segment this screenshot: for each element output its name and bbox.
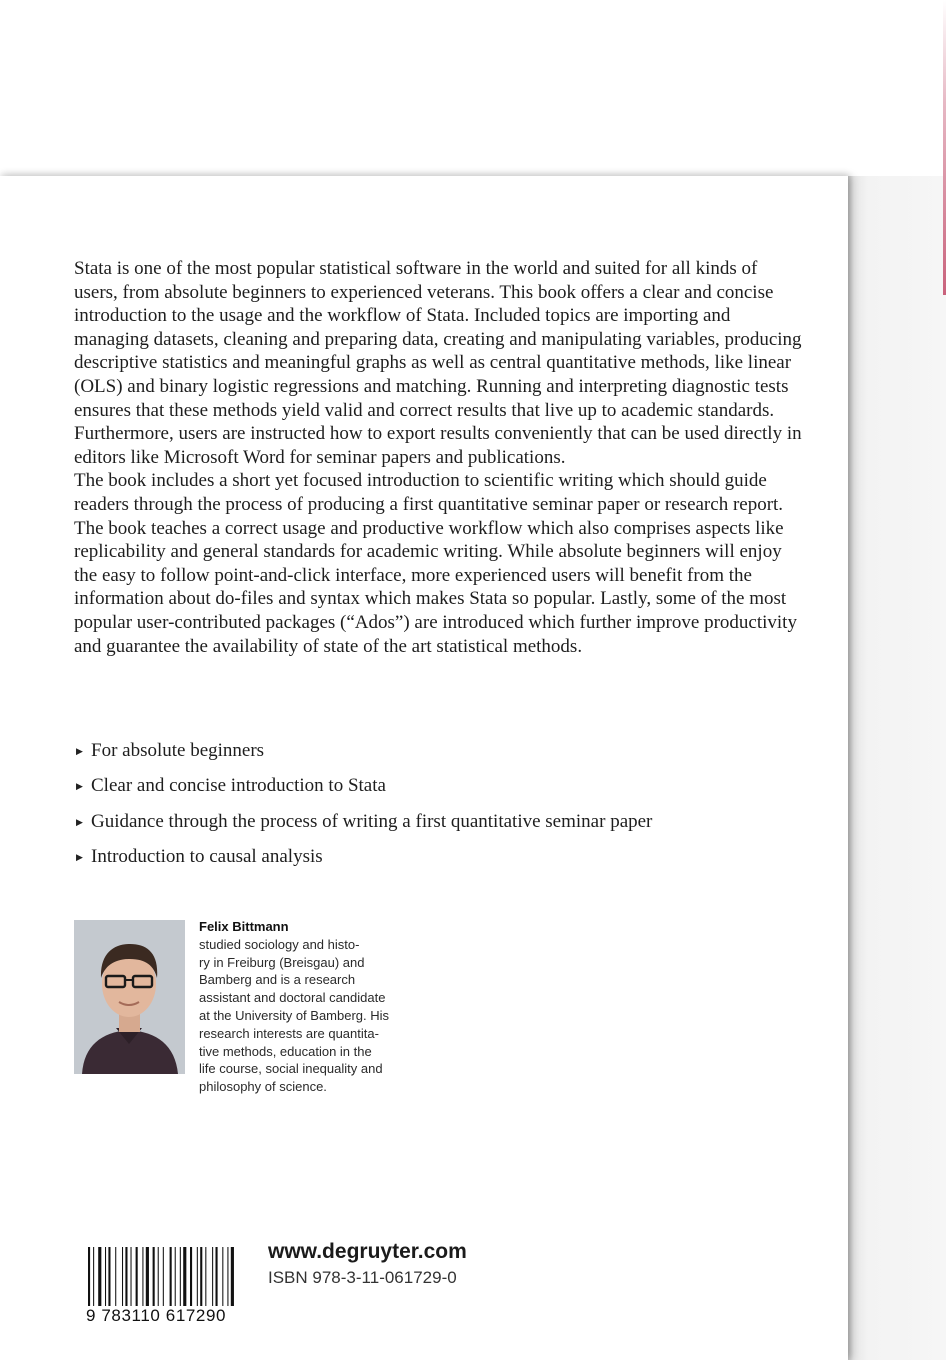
feature-label: For absolute beginners <box>91 740 265 761</box>
feature-item <box>74 773 804 808</box>
page-edge-background <box>848 176 946 1360</box>
feature-label: Clear and concise introduction to Stata <box>91 775 386 797</box>
blurb-paragraph-2: Furthermore, users are instructed how to export results conveniently that can be used directly in editors like Microsoft Word for seminar papers and publications. <box>74 423 802 468</box>
feature-item <box>74 809 804 844</box>
blurb-paragraph-1: Stata is one of the most popular statistical software in the world and suited for all kinds of users, from absolute beginners to experienced veterans. This book offers a clear and concise introduction to the usage and the workflow of Stata. Included topics are importing and managing datasets, cleaning and preparing data, creating and manipulating variables, producing descriptive statistics and meaningful graphs as well as central quantitative methods, like linear (OLS) and binary logistic regressions and matching. Running and interpreting diagnostic tests ensures that these methods yield valid and correct results that live up to academic standards. <box>74 258 802 421</box>
feature-list <box>74 738 804 879</box>
blurb-paragraph-3: The book includes a short yet focused introduction to scientific writing which should guide readers through the process of producing a first quantitative seminar paper or research report. The book teaches a correct usage and productive workflow which also comprises aspects like replicability and general standards for academic writing. While absolute beginners will enjoy the easy to follow point-and-click interface, more experienced users will benefit from the information about do-files and syntax which makes Stata so popular. Lastly, some of the most popular user-contributed packages (“Ados”) are introduced which further improve productivity and guarantee the availability of state of the art statistical methods. <box>74 470 797 657</box>
right-triangle-icon: ▶ <box>76 746 83 756</box>
feature-label: Introduction to causal analysis <box>91 845 323 867</box>
author-photo <box>74 920 185 1074</box>
feature-item <box>74 738 804 773</box>
author-name: Felix Bittmann <box>199 919 289 934</box>
background-top <box>0 0 946 176</box>
author-bio: studied sociology and histo- ry in Freiburg (Breisgau) and Bamberg and is a research assistant and doctoral candidate at the University of Bamberg. His research interests are quantita- tive methods, education in the life course, social inequality and philosophy of science. <box>199 936 390 1095</box>
author-info <box>199 918 431 1096</box>
feature-item <box>74 844 804 879</box>
book-blurb <box>74 257 804 658</box>
feature-label: Guidance through the process of writing a first quantitative seminar paper <box>91 810 653 832</box>
right-triangle-icon: ▶ <box>76 781 83 792</box>
barcode-digits: 9 783110 617290 <box>84 1306 242 1328</box>
publisher-url: www.degruyter.com <box>268 1240 467 1263</box>
isbn-number: ISBN 978-3-11-061729-0 <box>268 1268 457 1287</box>
author-portrait-image <box>74 920 185 1074</box>
right-triangle-icon: ▶ <box>76 851 83 862</box>
right-triangle-icon: ▶ <box>76 816 83 827</box>
